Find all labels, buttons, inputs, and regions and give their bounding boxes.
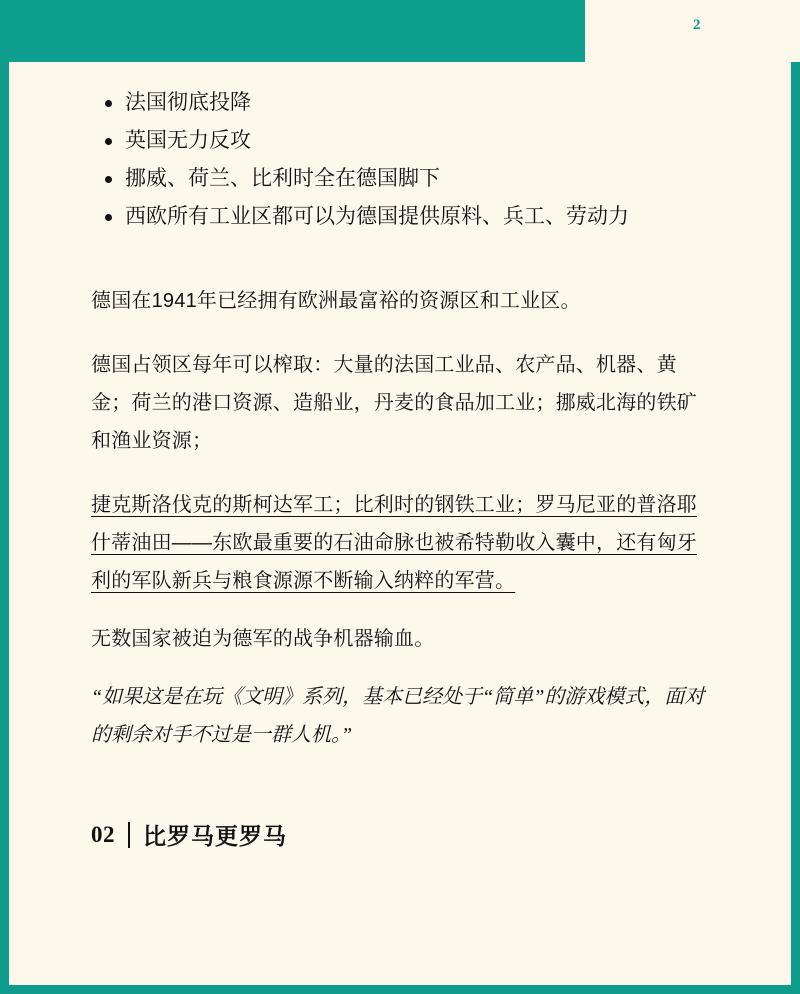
section-title: 比罗马更罗马 [143, 823, 287, 849]
list-item: 西欧所有工业区都可以为德国提供原料、兵工、劳动力 [91, 198, 709, 236]
section-number: 02 [91, 821, 115, 847]
paragraph-eastern-europe: 捷克斯洛伐克的斯柯达军工；比利时的钢铁工业；罗马尼亚的普洛耶什蒂油田——东欧最重要的石油命脉也被希特勒收入囊中，还有匈牙利的军队新兵与粮食源源不断输入纳粹的军营。 [91, 494, 697, 592]
list-item: 挪威、荷兰、比利时全在德国脚下 [91, 160, 709, 198]
list-item: 英国无力反攻 [91, 122, 709, 160]
paragraph-occupied-extraction: 德国占领区每年可以榨取：大量的法国工业品、农产品、机器、黄金；荷兰的港口资源、造船业，丹麦的食品加工业；挪威北海的铁矿和渔业资源； [91, 354, 697, 452]
paragraph-conclusion: 无数国家被迫为德军的战争机器输血。 [91, 628, 435, 650]
pull-quote: “如果这是在玩《文明》系列，基本已经处于“简单”的游戏模式，面对的剩余对手不过是一群人机。” [91, 686, 705, 746]
page-number: 2 [693, 17, 701, 33]
list-item: 法国彻底投降 [91, 84, 709, 122]
section-divider [128, 822, 130, 848]
section-heading [91, 818, 709, 851]
bullet-list [91, 84, 709, 236]
document-content [9, 62, 791, 851]
paragraph-resources-summary: 德国在1941年已经拥有欧洲最富裕的资源区和工业区。 [91, 290, 581, 312]
header-band [0, 0, 800, 62]
